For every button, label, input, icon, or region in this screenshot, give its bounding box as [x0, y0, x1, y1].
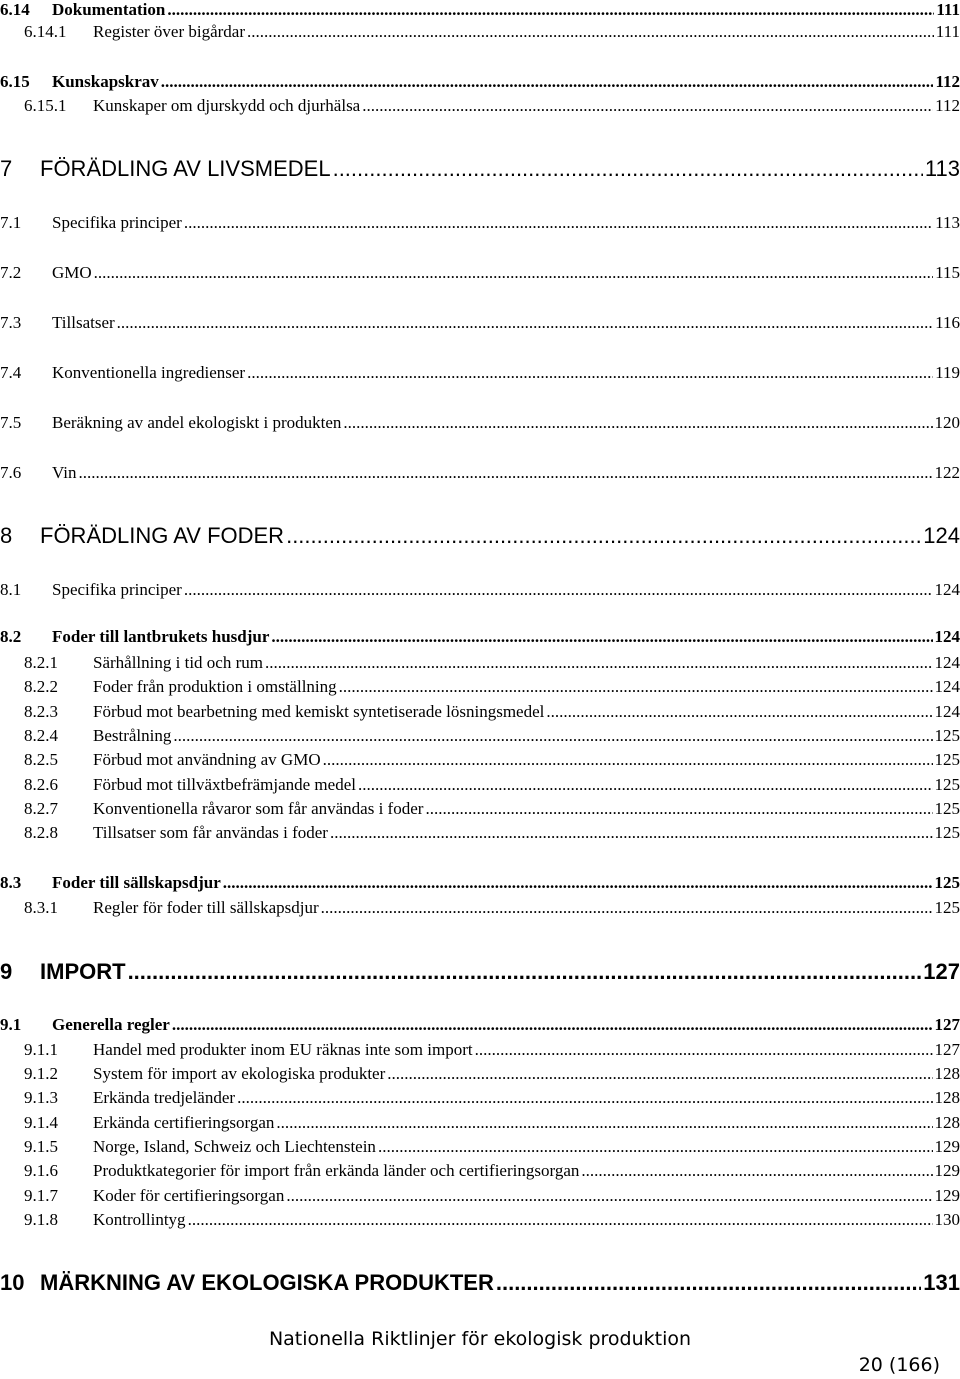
toc-entry-page: 125 [934, 750, 960, 769]
toc-entry-page: 113 [924, 156, 960, 181]
toc-entry[interactable] [0, 1015, 960, 1035]
toc-entry-page: 122 [934, 463, 960, 482]
toc-leader-dots [343, 413, 932, 433]
toc-entry-title: Förbud mot bearbetning med kemiskt syntetiserade lösningsmedel [93, 702, 545, 721]
toc-leader-dots [339, 677, 933, 697]
toc-entry-number: 6.15 [0, 72, 30, 91]
toc-leader-dots [265, 653, 933, 673]
toc-entry[interactable] [0, 0, 960, 20]
toc-leader-dots [425, 799, 932, 819]
toc-leader-dots [286, 1186, 932, 1206]
toc-entry-number: 7.5 [0, 413, 22, 432]
toc-entry-title: Norge, Island, Schweiz och Liechtenstein [93, 1137, 376, 1156]
toc-entry-title: System för import av ekologiska produkter [93, 1064, 386, 1083]
toc-entry-page: 125 [934, 873, 960, 892]
toc-entry[interactable] [0, 72, 960, 92]
toc-entry-title: IMPORT [40, 959, 126, 984]
toc-entry-number: 10 [0, 1270, 25, 1295]
toc-leader-dots [581, 1161, 932, 1181]
toc-entry-number: 8.2.1 [24, 653, 58, 672]
toc-leader-dots [94, 263, 933, 283]
toc-entry-number: 8 [0, 523, 13, 548]
toc-entry-title: Förbud mot tillväxtbefrämjande medel [93, 775, 356, 794]
toc-entry[interactable] [0, 313, 960, 333]
toc-entry-page: 112 [935, 96, 960, 115]
toc-entry-number: 9.1.4 [24, 1113, 58, 1132]
toc-entry-page: 127 [934, 1040, 960, 1059]
toc-leader-dots [173, 726, 932, 746]
toc-entry[interactable] [0, 898, 960, 918]
toc-entry[interactable] [0, 363, 960, 383]
toc-entry-page: 128 [934, 1113, 960, 1132]
toc-entry[interactable] [0, 750, 960, 770]
toc-entry-number: 9.1.5 [24, 1137, 58, 1156]
toc-entry-title: Erkända certifieringsorgan [93, 1113, 275, 1132]
toc-entry-page: 124 [934, 580, 960, 599]
toc-entry-page: 124 [934, 677, 960, 696]
toc-entry[interactable] [0, 580, 960, 600]
toc-entry-page: 120 [934, 413, 960, 432]
toc-entry-title: Specifika principer [52, 213, 182, 232]
toc-entry[interactable] [0, 1161, 960, 1181]
toc-leader-dots [387, 1064, 932, 1084]
page-number: 20 (166) [858, 1354, 940, 1376]
toc-entry[interactable] [0, 775, 960, 795]
toc-entry-page: 128 [934, 1064, 960, 1083]
toc-entry-page: 129 [934, 1186, 960, 1205]
toc-entry[interactable] [0, 677, 960, 697]
toc-entry-title: Särhållning i tid och rum [93, 653, 263, 672]
toc-entry[interactable] [0, 959, 960, 985]
toc-entry-title: Bestrålning [93, 726, 172, 745]
toc-entry-number: 8.2.6 [24, 775, 58, 794]
toc-entry[interactable] [0, 627, 960, 647]
toc-entry-title: Produktkategorier för import från erkända länder och certifieringsorgan [93, 1161, 580, 1180]
toc-entry-title: FÖRÄDLING AV LIVSMEDEL [40, 156, 331, 181]
toc-entry[interactable] [0, 653, 960, 673]
toc-leader-dots [378, 1137, 933, 1157]
toc-entry-number: 8.2.7 [24, 799, 58, 818]
toc-entry-number: 9.1.1 [24, 1040, 58, 1059]
toc-entry-title: Foder till lantbrukets husdjur [52, 627, 270, 646]
toc-entry-page: 127 [934, 1015, 960, 1034]
toc-leader-dots [188, 1210, 933, 1230]
toc-entry-page: 124 [934, 702, 960, 721]
toc-entry[interactable] [0, 1064, 960, 1084]
toc-entry-number: 8.1 [0, 580, 22, 599]
toc-entry[interactable] [0, 22, 960, 42]
toc-entry[interactable] [0, 523, 960, 549]
toc-entry-page: 112 [935, 72, 960, 91]
toc-entry-page: 129 [934, 1161, 960, 1180]
toc-entry-title: FÖRÄDLING AV FODER [40, 523, 285, 548]
toc-leader-dots [330, 823, 933, 843]
toc-entry[interactable] [0, 463, 960, 483]
toc-leader-dots [78, 463, 932, 483]
toc-entry-title: GMO [52, 263, 92, 282]
toc-entry-page: 119 [935, 363, 960, 382]
toc-entry-number: 9.1.3 [24, 1088, 58, 1107]
toc-entry[interactable] [0, 1270, 960, 1296]
toc-entry-page: 111 [935, 22, 960, 41]
toc-entry[interactable] [0, 213, 960, 233]
toc-entry[interactable] [0, 1186, 960, 1206]
toc-entry-page: 125 [934, 823, 960, 842]
toc-entry-title: Handel med produkter inom EU räknas inte som import [93, 1040, 473, 1059]
toc-entry-number: 9.1.8 [24, 1210, 58, 1229]
toc-entry[interactable] [0, 1210, 960, 1230]
toc-leader-dots [247, 22, 934, 42]
toc-entry[interactable] [0, 799, 960, 819]
toc-entry-number: 8.2.2 [24, 677, 58, 696]
toc-entry-title: Beräkning av andel ekologiskt i produkten [52, 413, 342, 432]
toc-entry-title: Kunskaper om djurskydd och djurhälsa [93, 96, 361, 115]
toc-entry-number: 7 [0, 156, 13, 181]
toc-entry-title: Regler för foder till sällskapsdjur [93, 898, 319, 917]
toc-entry[interactable] [0, 726, 960, 746]
toc-entry-title: Register över bigårdar [93, 22, 245, 41]
toc-entry-number: 7.6 [0, 463, 22, 482]
toc-entry[interactable] [0, 873, 960, 893]
toc-entry-number: 8.2.8 [24, 823, 58, 842]
toc-entry[interactable] [0, 413, 960, 433]
toc-leader-dots [323, 750, 933, 770]
toc-leader-dots [184, 213, 933, 233]
toc-entry[interactable] [0, 1088, 960, 1108]
toc-entry-title: Generella regler [52, 1015, 170, 1034]
toc-entry-title: Konventionella råvaror som får användas i foder [93, 799, 424, 818]
toc-entry[interactable] [0, 156, 960, 182]
toc-entry-page: 125 [934, 775, 960, 794]
toc-entry-title: Konventionella ingredienser [52, 363, 246, 382]
toc-entry-page: 116 [935, 313, 960, 332]
toc-entry-page: 127 [923, 959, 960, 984]
toc-entry-page: 125 [934, 898, 960, 917]
toc-entry-title: Koder för certifieringsorgan [93, 1186, 285, 1205]
toc-entry-page: 125 [934, 726, 960, 745]
toc-leader-dots [184, 580, 933, 600]
toc-entry-title: Kunskapskrav [52, 72, 159, 91]
toc-leader-dots [475, 1040, 933, 1060]
toc-entry[interactable] [0, 263, 960, 283]
toc-entry-title: Erkända tredjeländer [93, 1088, 236, 1107]
toc-entry-page: 129 [934, 1137, 960, 1156]
toc-entry-number: 7.1 [0, 213, 22, 232]
toc-leader-dots [172, 1015, 933, 1035]
toc-entry-number: 8.2 [0, 627, 22, 646]
toc-entry-number: 8.2.5 [24, 750, 58, 769]
toc-entry-page: 124 [934, 627, 960, 646]
toc-entry-page: 130 [934, 1210, 960, 1229]
toc-entry-number: 9.1.7 [24, 1186, 58, 1205]
toc-leader-dots [333, 156, 923, 182]
toc-entry[interactable] [0, 1113, 960, 1133]
toc-entry-title: Foder från produktion i omställning [93, 677, 337, 696]
toc-leader-dots [321, 898, 933, 918]
toc-entry-number: 6.15.1 [24, 96, 67, 115]
toc-entry[interactable] [0, 823, 960, 843]
toc-entry-number: 8.2.4 [24, 726, 58, 745]
toc-entry-number: 6.14.1 [24, 22, 67, 41]
toc-entry-page: 131 [923, 1270, 960, 1295]
toc-leader-dots [496, 1270, 921, 1296]
toc-entry-number: 9 [0, 959, 13, 984]
toc-leader-dots [237, 1088, 932, 1108]
toc-entry-title: MÄRKNING AV EKOLOGISKA PRODUKTER [40, 1270, 494, 1295]
toc-leader-dots [117, 313, 933, 333]
toc-leader-dots [128, 959, 922, 985]
toc-entry-number: 9.1.6 [24, 1161, 58, 1180]
toc-entry-title: Specifika principer [52, 580, 182, 599]
toc-entry-page: 113 [935, 213, 960, 232]
toc-entry-page: 124 [923, 523, 960, 548]
toc-entry-number: 6.14 [0, 0, 30, 19]
toc-leader-dots [271, 627, 932, 647]
toc-leader-dots [223, 873, 933, 893]
footer-title: Nationella Riktlinjer för ekologisk produktion [268, 1328, 692, 1350]
toc-leader-dots [161, 72, 934, 92]
toc-entry-page: 115 [935, 263, 960, 282]
toc-entry-number: 7.4 [0, 363, 22, 382]
toc-leader-dots [546, 702, 932, 722]
toc-entry[interactable] [0, 96, 960, 116]
toc-entry-number: 9.1.2 [24, 1064, 58, 1083]
toc-leader-dots [286, 523, 921, 549]
toc-entry-title: Tillsatser som får användas i foder [93, 823, 328, 842]
toc-entry-number: 8.3 [0, 873, 22, 892]
toc-entry-number: 8.3.1 [24, 898, 58, 917]
toc-entry-title: Förbud mot användning av GMO [93, 750, 321, 769]
toc-entry[interactable] [0, 1040, 960, 1060]
toc-entry[interactable] [0, 1137, 960, 1157]
toc-entry-title: Kontrollintyg [93, 1210, 186, 1229]
toc-entry-number: 7.2 [0, 263, 22, 282]
toc-leader-dots [362, 96, 933, 116]
toc-leader-dots [247, 363, 933, 383]
toc-entry[interactable] [0, 702, 960, 722]
toc-entry-title: Vin [52, 463, 77, 482]
toc-entry-page: 128 [934, 1088, 960, 1107]
toc-entry-number: 8.2.3 [24, 702, 58, 721]
toc-entry-title: Dokumentation [52, 0, 166, 19]
toc-entry-title: Tillsatser [52, 313, 115, 332]
toc-entry-number: 7.3 [0, 313, 22, 332]
toc-entry-page: 124 [934, 653, 960, 672]
toc-leader-dots [358, 775, 933, 795]
toc-entry-page: 111 [936, 0, 960, 19]
toc-entry-title: Foder till sällskapsdjur [52, 873, 221, 892]
toc-leader-dots [276, 1113, 932, 1133]
toc-entry-number: 9.1 [0, 1015, 22, 1034]
toc-leader-dots [167, 0, 934, 20]
toc-entry-page: 125 [934, 799, 960, 818]
